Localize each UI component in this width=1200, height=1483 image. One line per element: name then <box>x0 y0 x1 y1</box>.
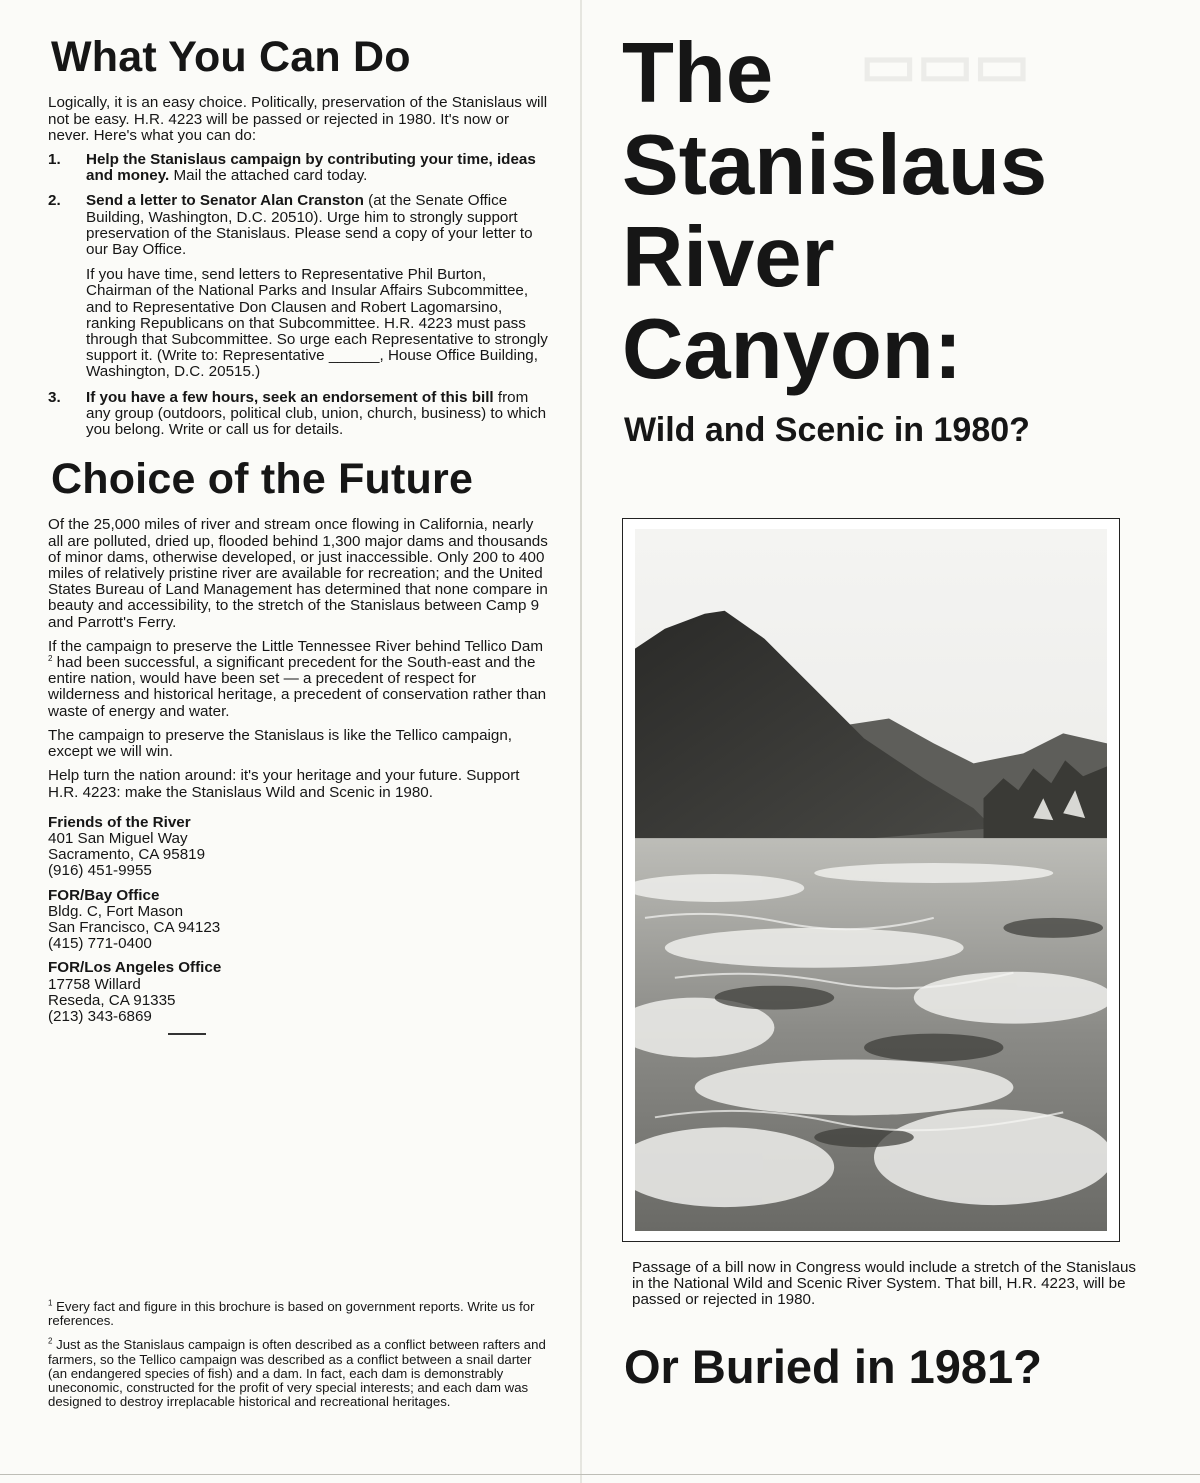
contact-line: Sacramento, CA 95819 <box>48 846 206 864</box>
river-photo-frame <box>622 518 1120 1242</box>
contact-line: Bldg. C, Fort Mason <box>48 902 184 920</box>
item-text: (at the Senate Office Building, Washington, D.C. 20510). Urge him to strongly support preservation of the Stanislaus. Please send a copy of your letter to our Bay Office. <box>86 192 533 258</box>
page-edge <box>0 1474 1200 1475</box>
river-canyon-photo <box>635 529 1107 1231</box>
contact-phone: (916) 451-9955 <box>48 862 152 880</box>
contact-phone: (213) 343-6869 <box>48 1007 152 1025</box>
tellico-text-b: had been successful, a significant precedent for the South-east and the entire nation, would have been set — a precedent of respect for wilderness and historical heritage, a precedent of conservation rather than waste of energy and water. <box>48 654 547 720</box>
action-item-2 <box>48 193 548 380</box>
intro-paragraph: Logically, it is an easy choice. Politically, preservation of the Stanislaus will not be easy. H.R. 4223 will be passed or rejected in 1980. It's now or never. Here's what you can do: <box>48 94 548 144</box>
tellico-text-a: If the campaign to preserve the Little Tennessee River behind Tellico Dam <box>48 637 543 655</box>
paragraph-rivers: Of the 25,000 miles of river and stream once flowing in California, nearly all are polluted, dried up, flooded behind 1,300 major dams and thousands of minor dams, otherwise developed, or just inaccessible. Only 200 to 400 miles of relatively pristine river are available for recreation; and the United States Bureau of Land Management has determined that none compare in beauty and accessibility, to the stretch of the Stanislaus between Camp 9 and Parrott's Ferry. <box>48 516 548 631</box>
page-fold <box>580 0 582 1483</box>
contact-name: FOR/Los Angeles Office <box>48 959 222 977</box>
item-bold-text: Send a letter to Senator Alan Cranston <box>86 192 364 210</box>
bottom-title: Or Buried in 1981? <box>624 1340 1042 1393</box>
contact-los-angeles-office <box>48 960 548 1025</box>
contact-bay-office <box>48 888 548 953</box>
paragraph-tellico <box>48 639 548 720</box>
action-item-1 <box>48 152 548 184</box>
item-number: 3. <box>48 388 61 406</box>
action-item-3 <box>48 390 548 439</box>
footnote-marker: 2 <box>48 1337 53 1347</box>
footnote-text: Just as the Stanislaus campaign is often described as a conflict between rafters and farmers, so the Tellico campaign was described as a conflict between a snail darter (an endangered species of fish) and a dam. In fact, each dam is demonstrably uneconomic, constructed for the profit of very special interests; and each dam was designed to destroy irreplacable historical and recreational heritages. <box>48 1337 546 1410</box>
item-bold-text: If you have a few hours, seek an endorsement of this bill <box>86 388 494 406</box>
title-line: Canyon: <box>622 302 962 397</box>
divider <box>168 1033 206 1035</box>
title-line: The <box>622 26 774 121</box>
footnote-text: Every fact and figure in this brochure is based on government reports. Write us for references. <box>48 1299 535 1329</box>
right-panel <box>618 26 1158 1393</box>
bleed-through-text: ▭▭▭ <box>860 31 1031 98</box>
action-list <box>48 152 548 438</box>
contact-line: 17758 Willard <box>48 975 141 993</box>
contact-name: Friends of the River <box>48 813 191 831</box>
contact-friends-of-the-river <box>48 815 548 880</box>
item-number: 1. <box>48 150 61 168</box>
title-line: Stanislaus <box>622 118 1048 213</box>
contact-line: Reseda, CA 91335 <box>48 991 176 1009</box>
footnotes <box>48 1300 548 1419</box>
cover-subtitle: Wild and Scenic in 1980? <box>624 411 1030 449</box>
photo-caption: Passage of a bill now in Congress would include a stretch of the Stanislaus in the National Wild and Scenic River System. That bill, H.R. 4223, will be passed or rejected in 1980. <box>632 1259 1137 1309</box>
contact-list <box>48 815 548 1035</box>
title-line: River <box>622 210 835 305</box>
footnote-marker: 1 <box>48 1298 53 1308</box>
paragraph-campaign: The campaign to preserve the Stanislaus is like the Tellico campaign, except we will win. <box>48 726 513 761</box>
contact-name: FOR/Bay Office <box>48 886 160 904</box>
item-number: 2. <box>48 192 61 210</box>
paragraph-call-to-action: Help turn the nation around: it's your heritage and your future. Support H.R. 4223: make the Stanislaus Wild and Scenic in 1980. <box>48 767 520 801</box>
footnote-ref: 2 <box>48 654 53 664</box>
contact-line: San Francisco, CA 94123 <box>48 918 221 936</box>
heading-choice-of-the-future: Choice of the Future <box>51 455 474 504</box>
heading-what-you-can-do: What You Can Do <box>51 33 411 81</box>
item-text: from any group (outdoors, political club, union, church, business) to which you belong. Write or call us for details. <box>86 388 547 438</box>
contact-line: 401 San Miguel Way <box>48 829 188 847</box>
footnote-1 <box>48 1300 548 1328</box>
item-extra-paragraph: If you have time, send letters to Representative Phil Burton, Chairman of the National Parks and Insular Affairs Subcommittee, and to Representative Don Clausen and Robert Lagomarsino, ranking Republicans on that Subcommittee. H.R. 4223 must pass through that Subcommittee. So urge each Representative to strongly support it. (Write to: Representative ______, House Office Building, Washington, D.C. 20515.) <box>86 266 548 381</box>
footnote-2 <box>48 1338 548 1409</box>
contact-phone: (415) 771-0400 <box>48 935 152 953</box>
left-panel <box>48 28 548 1035</box>
item-text: Mail the attached card today. <box>169 167 368 185</box>
item-bold-text: Help the Stanislaus campaign by contributing your time, ideas and money. <box>86 150 536 185</box>
cover-title <box>622 28 1158 396</box>
